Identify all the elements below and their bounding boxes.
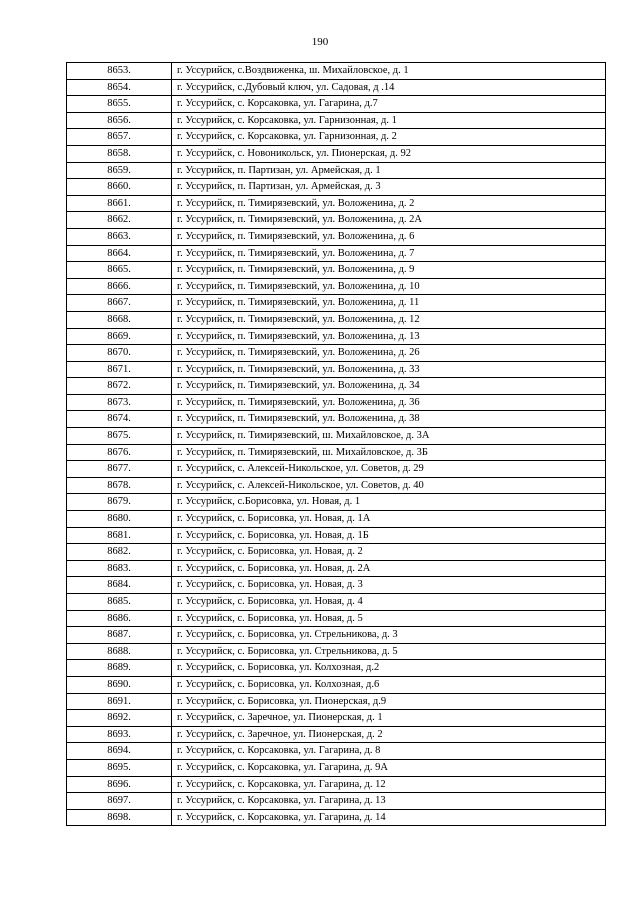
table-row [67,328,606,345]
address-cell: г. Уссурийск, п. Тимирязевский, ул. Воложенина, д. 13 [172,328,606,345]
row-number-cell: 8682. [67,544,172,561]
address-cell: г. Уссурийск, с.Дубовый ключ, ул. Садовая, д .14 [172,79,606,96]
table-row [67,726,606,743]
table-row [67,710,606,727]
row-number-cell: 8688. [67,643,172,660]
table-row [67,477,606,494]
table-row [67,79,606,96]
row-number-cell: 8659. [67,162,172,179]
row-number-cell: 8673. [67,394,172,411]
address-cell: г. Уссурийск, с. Алексей-Никольское, ул. Советов, д. 29 [172,461,606,478]
table-row [67,461,606,478]
address-cell: г. Уссурийск, с. Корсаковка, ул. Гарнизонная, д. 2 [172,129,606,146]
row-number-cell: 8658. [67,145,172,162]
table-row [67,594,606,611]
table-row [67,179,606,196]
row-number-cell: 8661. [67,195,172,212]
row-number-cell: 8690. [67,676,172,693]
address-cell: г. Уссурийск, п. Тимирязевский, ул. Воложенина, д. 38 [172,411,606,428]
row-number-cell: 8666. [67,278,172,295]
row-number-cell: 8655. [67,96,172,113]
address-cell: г. Уссурийск, п. Тимирязевский, ш. Михайловское, д. 3Б [172,444,606,461]
row-number-cell: 8671. [67,361,172,378]
table-row [67,627,606,644]
row-number-cell: 8694. [67,743,172,760]
address-cell: г. Уссурийск, с.Борисовка, ул. Новая, д. 1 [172,494,606,511]
table-row [67,793,606,810]
row-number-cell: 8664. [67,245,172,262]
table-row [67,295,606,312]
table-row [67,212,606,229]
row-number-cell: 8691. [67,693,172,710]
table-row [67,444,606,461]
table-row [67,361,606,378]
row-number-cell: 8683. [67,560,172,577]
row-number-cell: 8681. [67,527,172,544]
address-cell: г. Уссурийск, п. Тимирязевский, ул. Воложенина, д. 10 [172,278,606,295]
row-number-cell: 8657. [67,129,172,146]
table-row [67,693,606,710]
row-number-cell: 8675. [67,428,172,445]
row-number-cell: 8678. [67,477,172,494]
table-row [67,145,606,162]
row-number-cell: 8693. [67,726,172,743]
table-row [67,112,606,129]
table-row [67,311,606,328]
row-number-cell: 8672. [67,378,172,395]
table-row [67,527,606,544]
table-row [67,809,606,826]
address-cell: г. Уссурийск, с. Борисовка, ул. Новая, д. 2 [172,544,606,561]
row-number-cell: 8698. [67,809,172,826]
row-number-cell: 8677. [67,461,172,478]
table-row [67,676,606,693]
address-table-body [67,63,606,826]
address-cell: г. Уссурийск, с. Борисовка, ул. Стрельникова, д. 5 [172,643,606,660]
row-number-cell: 8686. [67,610,172,627]
address-cell: г. Уссурийск, с. Заречное, ул. Пионерская, д. 2 [172,726,606,743]
table-row [67,660,606,677]
address-cell: г. Уссурийск, с.Воздвиженка, ш. Михайловское, д. 1 [172,63,606,80]
table-row [67,394,606,411]
address-cell: г. Уссурийск, п. Тимирязевский, ул. Воложенина, д. 11 [172,295,606,312]
row-number-cell: 8697. [67,793,172,810]
table-row [67,195,606,212]
row-number-cell: 8665. [67,262,172,279]
row-number-cell: 8670. [67,345,172,362]
address-cell: г. Уссурийск, п. Партизан, ул. Армейская, д. 1 [172,162,606,179]
address-cell: г. Уссурийск, п. Тимирязевский, ул. Воложенина, д. 12 [172,311,606,328]
table-row [67,411,606,428]
address-cell: г. Уссурийск, п. Тимирязевский, ул. Воложенина, д. 2А [172,212,606,229]
table-row [67,378,606,395]
table-row [67,577,606,594]
address-cell: г. Уссурийск, с. Корсаковка, ул. Гагарина, д. 8 [172,743,606,760]
row-number-cell: 8680. [67,511,172,528]
row-number-cell: 8687. [67,627,172,644]
table-row [67,262,606,279]
row-number-cell: 8684. [67,577,172,594]
page-number: 190 [311,36,329,48]
address-cell: г. Уссурийск, п. Тимирязевский, ул. Воложенина, д. 2 [172,195,606,212]
address-cell: г. Уссурийск, с. Корсаковка, ул. Гагарина, д. 9А [172,759,606,776]
address-cell: г. Уссурийск, с. Борисовка, ул. Новая, д. 3 [172,577,606,594]
row-number-cell: 8662. [67,212,172,229]
row-number-cell: 8689. [67,660,172,677]
table-row [67,494,606,511]
address-cell: г. Уссурийск, п. Тимирязевский, ул. Воложенина, д. 7 [172,245,606,262]
address-cell: г. Уссурийск, с. Борисовка, ул. Колхозная, д.6 [172,676,606,693]
row-number-cell: 8654. [67,79,172,96]
address-cell: г. Уссурийск, с. Борисовка, ул. Колхозная, д.2 [172,660,606,677]
row-number-cell: 8685. [67,594,172,611]
address-cell: г. Уссурийск, п. Тимирязевский, ул. Воложенина, д. 33 [172,361,606,378]
row-number-cell: 8695. [67,759,172,776]
address-cell: г. Уссурийск, с. Борисовка, ул. Новая, д. 4 [172,594,606,611]
table-row [67,643,606,660]
row-number-cell: 8656. [67,112,172,129]
row-number-cell: 8674. [67,411,172,428]
table-row [67,63,606,80]
address-cell: г. Уссурийск, с. Корсаковка, ул. Гарнизонная, д. 1 [172,112,606,129]
address-cell: г. Уссурийск, с. Алексей-Никольское, ул. Советов, д. 40 [172,477,606,494]
table-row [67,162,606,179]
address-cell: г. Уссурийск, с. Корсаковка, ул. Гагарина, д. 12 [172,776,606,793]
address-cell: г. Уссурийск, с. Заречное, ул. Пионерская, д. 1 [172,710,606,727]
table-row [67,610,606,627]
table-row [67,228,606,245]
row-number-cell: 8696. [67,776,172,793]
row-number-cell: 8676. [67,444,172,461]
table-row [67,278,606,295]
address-cell: г. Уссурийск, с. Борисовка, ул. Стрельникова, д. 3 [172,627,606,644]
address-cell: г. Уссурийск, п. Тимирязевский, ул. Воложенина, д. 34 [172,378,606,395]
address-table [66,62,606,826]
table-row [67,428,606,445]
table-row [67,129,606,146]
address-cell: г. Уссурийск, с. Корсаковка, ул. Гагарина, д. 14 [172,809,606,826]
row-number-cell: 8663. [67,228,172,245]
table-row [67,759,606,776]
address-cell: г. Уссурийск, п. Тимирязевский, ул. Воложенина, д. 9 [172,262,606,279]
address-cell: г. Уссурийск, п. Тимирязевский, ш. Михайловское, д. 3А [172,428,606,445]
row-number-cell: 8653. [67,63,172,80]
table-row [67,743,606,760]
address-cell: г. Уссурийск, с. Новоникольск, ул. Пионерская, д. 92 [172,145,606,162]
table-row [67,345,606,362]
table-row [67,776,606,793]
row-number-cell: 8660. [67,179,172,196]
table-row [67,245,606,262]
row-number-cell: 8668. [67,311,172,328]
address-cell: г. Уссурийск, п. Тимирязевский, ул. Воложенина, д. 36 [172,394,606,411]
address-cell: г. Уссурийск, с. Борисовка, ул. Новая, д. 5 [172,610,606,627]
table-row [67,511,606,528]
address-cell: г. Уссурийск, с. Борисовка, ул. Пионерская, д.9 [172,693,606,710]
address-cell: г. Уссурийск, с. Борисовка, ул. Новая, д. 1А [172,511,606,528]
address-cell: г. Уссурийск, п. Тимирязевский, ул. Воложенина, д. 26 [172,345,606,362]
address-cell: г. Уссурийск, с. Борисовка, ул. Новая, д. 2А [172,560,606,577]
row-number-cell: 8669. [67,328,172,345]
row-number-cell: 8667. [67,295,172,312]
table-row [67,560,606,577]
table-row [67,544,606,561]
address-cell: г. Уссурийск, с. Корсаковка, ул. Гагарина, д. 13 [172,793,606,810]
address-cell: г. Уссурийск, с. Борисовка, ул. Новая, д. 1Б [172,527,606,544]
table-row [67,96,606,113]
row-number-cell: 8679. [67,494,172,511]
address-cell: г. Уссурийск, с. Корсаковка, ул. Гагарина, д.7 [172,96,606,113]
address-cell: г. Уссурийск, п. Партизан, ул. Армейская, д. 3 [172,179,606,196]
row-number-cell: 8692. [67,710,172,727]
address-cell: г. Уссурийск, п. Тимирязевский, ул. Воложенина, д. 6 [172,228,606,245]
